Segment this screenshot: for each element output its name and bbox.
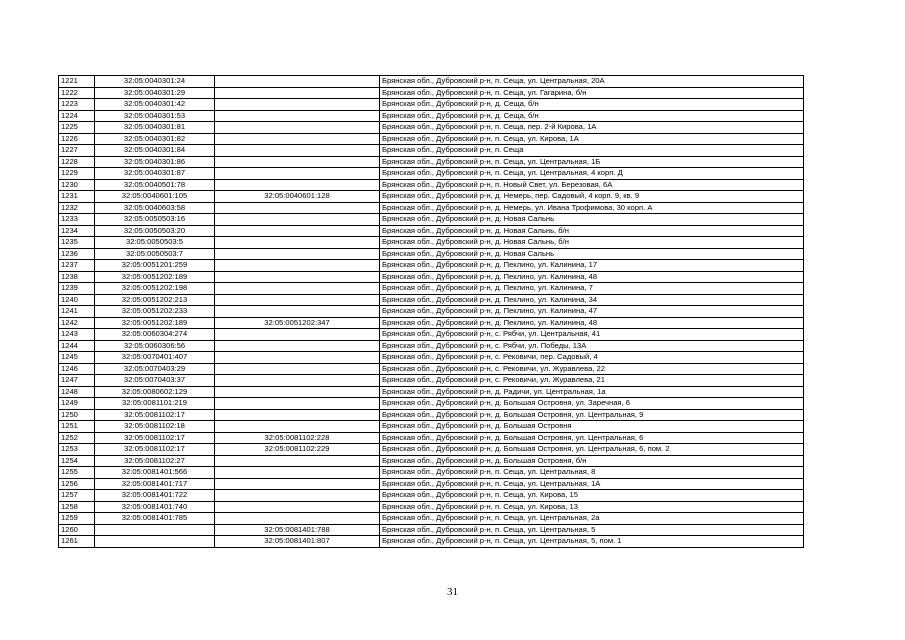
table-row (59, 467, 804, 479)
table-row (59, 76, 804, 88)
table-row (59, 110, 804, 122)
cadastral-number-cell: 32:05:0051202:189 (95, 271, 215, 283)
address-cell: Брянская обл., Дубровский р-н, п. Новый Свет, ул. Березовая, 6А (380, 179, 804, 191)
related-cadastral-number-cell (215, 306, 380, 318)
related-cadastral-number-cell (215, 87, 380, 99)
related-cadastral-number-cell (215, 501, 380, 513)
table-row (59, 122, 804, 134)
related-cadastral-number-cell: 32:05:0081401:788 (215, 524, 380, 536)
table-row (59, 248, 804, 260)
address-cell: Брянская обл., Дубровский р-н, п. Сеща, ул. Кирова, 15 (380, 490, 804, 502)
row-number-cell: 1243 (59, 329, 95, 341)
address-cell: Брянская обл., Дубровский р-н, д. Большая Островня, ул. Центральная, 6 (380, 432, 804, 444)
table-row (59, 87, 804, 99)
table-row (59, 398, 804, 410)
related-cadastral-number-cell (215, 237, 380, 249)
row-number-cell: 1251 (59, 421, 95, 433)
cadastral-number-cell: 32:05:0081401:740 (95, 501, 215, 513)
page-number: 31 (447, 586, 458, 598)
cadastral-number-cell: 32:05:0070403:29 (95, 363, 215, 375)
address-cell: Брянская обл., Дубровский р-н, д. Большая Островня, б/н (380, 455, 804, 467)
address-cell: Брянская обл., Дубровский р-н, д. Немерь, ул. Ивана Трофимова, 30 корп. А (380, 202, 804, 214)
row-number-cell: 1242 (59, 317, 95, 329)
table-row (59, 225, 804, 237)
related-cadastral-number-cell (215, 271, 380, 283)
cadastral-number-cell: 32:05:0081102:17 (95, 444, 215, 456)
address-cell: Брянская обл., Дубровский р-н, д. Сеща, б/н (380, 99, 804, 111)
cadastral-number-cell: 32:05:0070401:407 (95, 352, 215, 364)
row-number-cell: 1228 (59, 156, 95, 168)
related-cadastral-number-cell (215, 386, 380, 398)
table-row (59, 271, 804, 283)
row-number-cell: 1261 (59, 536, 95, 548)
row-number-cell: 1250 (59, 409, 95, 421)
table-row (59, 375, 804, 387)
address-cell: Брянская обл., Дубровский р-н, п. Сеща, ул. Центральная, 5, пом. 1 (380, 536, 804, 548)
row-number-cell: 1236 (59, 248, 95, 260)
address-cell: Брянская обл., Дубровский р-н, д. Пеклино, ул. Калинина, 17 (380, 260, 804, 272)
address-cell: Брянская обл., Дубровский р-н, п. Сеща, ул. Центральная, 1Б (380, 156, 804, 168)
cadastral-number-cell: 32:05:0040301:81 (95, 122, 215, 134)
related-cadastral-number-cell (215, 513, 380, 525)
table-row (59, 283, 804, 295)
address-cell: Брянская обл., Дубровский р-н, д. Новая Сальнь, б/н (380, 237, 804, 249)
row-number-cell: 1230 (59, 179, 95, 191)
address-cell: Брянская обл., Дубровский р-н, п. Сеща, ул. Центральная, 4 корп. Д (380, 168, 804, 180)
related-cadastral-number-cell (215, 168, 380, 180)
table-row (59, 455, 804, 467)
cadastral-number-cell: 32:05:0040301:82 (95, 133, 215, 145)
related-cadastral-number-cell (215, 478, 380, 490)
related-cadastral-number-cell (215, 202, 380, 214)
cadastral-number-cell: 32:05:0040501:78 (95, 179, 215, 191)
table-row (59, 363, 804, 375)
address-cell: Брянская обл., Дубровский р-н, п. Сеща, ул. Центральная, 8 (380, 467, 804, 479)
table-row (59, 156, 804, 168)
cadastral-number-cell: 32:05:0040301:84 (95, 145, 215, 157)
table-row (59, 99, 804, 111)
address-cell: Брянская обл., Дубровский р-н, с. Рековичи, пер. Садовый, 4 (380, 352, 804, 364)
address-cell: Брянская обл., Дубровский р-н, с. Рековичи, ул. Журавлева, 22 (380, 363, 804, 375)
table-row (59, 513, 804, 525)
address-cell: Брянская обл., Дубровский р-н, п. Сеща, ул. Центральная, 20А (380, 76, 804, 88)
address-cell: Брянская обл., Дубровский р-н, п. Сеща (380, 145, 804, 157)
row-number-cell: 1245 (59, 352, 95, 364)
row-number-cell: 1233 (59, 214, 95, 226)
cadastral-number-cell: 32:05:0081102:17 (95, 432, 215, 444)
table-row (59, 478, 804, 490)
related-cadastral-number-cell (215, 133, 380, 145)
row-number-cell: 1221 (59, 76, 95, 88)
row-number-cell: 1222 (59, 87, 95, 99)
table-row (59, 306, 804, 318)
cadastral-number-cell (95, 524, 215, 536)
row-number-cell: 1244 (59, 340, 95, 352)
cadastral-number-cell: 32:05:0040601:105 (95, 191, 215, 203)
cadastral-number-cell (95, 536, 215, 548)
row-number-cell: 1234 (59, 225, 95, 237)
table-row (59, 386, 804, 398)
cadastral-number-cell: 32:05:0081102:17 (95, 409, 215, 421)
cadastral-number-cell: 32:05:0081102:18 (95, 421, 215, 433)
table-body (59, 76, 804, 548)
related-cadastral-number-cell (215, 260, 380, 272)
related-cadastral-number-cell (215, 375, 380, 387)
related-cadastral-number-cell (215, 409, 380, 421)
table-row (59, 168, 804, 180)
address-cell: Брянская обл., Дубровский р-н, п. Сеща, ул. Кирова, 13 (380, 501, 804, 513)
related-cadastral-number-cell (215, 179, 380, 191)
table-row (59, 421, 804, 433)
row-number-cell: 1254 (59, 455, 95, 467)
cadastral-number-cell: 32:05:0040301:86 (95, 156, 215, 168)
row-number-cell: 1238 (59, 271, 95, 283)
cadastral-number-cell: 32:05:0051202:213 (95, 294, 215, 306)
cadastral-number-cell: 32:05:0040603:58 (95, 202, 215, 214)
cadastral-number-cell: 32:05:0081401:722 (95, 490, 215, 502)
row-number-cell: 1225 (59, 122, 95, 134)
cadastral-number-cell: 32:05:0081101:219 (95, 398, 215, 410)
row-number-cell: 1252 (59, 432, 95, 444)
table-row (59, 444, 804, 456)
address-cell: Брянская обл., Дубровский р-н, д. Пеклино, ул. Калинина, 7 (380, 283, 804, 295)
cadastral-number-cell: 32:05:0050503:7 (95, 248, 215, 260)
table-row (59, 214, 804, 226)
table-row (59, 329, 804, 341)
related-cadastral-number-cell (215, 122, 380, 134)
cadastral-number-cell: 32:05:0040301:87 (95, 168, 215, 180)
cadastral-number-cell: 32:05:0040301:42 (95, 99, 215, 111)
cadastral-number-cell: 32:05:0051202:198 (95, 283, 215, 295)
cadastral-number-cell: 32:05:0060304:274 (95, 329, 215, 341)
cadastral-number-cell: 32:05:0040301:29 (95, 87, 215, 99)
table-row (59, 490, 804, 502)
table-row (59, 133, 804, 145)
cadastral-number-cell: 32:05:0080602:129 (95, 386, 215, 398)
related-cadastral-number-cell (215, 248, 380, 260)
row-number-cell: 1227 (59, 145, 95, 157)
related-cadastral-number-cell (215, 99, 380, 111)
row-number-cell: 1224 (59, 110, 95, 122)
address-cell: Брянская обл., Дубровский р-н, п. Сеща, ул. Гагарина, б/н (380, 87, 804, 99)
address-cell: Брянская обл., Дубровский р-н, д. Новая Сальнь (380, 214, 804, 226)
related-cadastral-number-cell: 32:05:0040601:128 (215, 191, 380, 203)
address-cell: Брянская обл., Дубровский р-н, д. Новая Сальнь, б/н (380, 225, 804, 237)
table-row (59, 294, 804, 306)
related-cadastral-number-cell (215, 398, 380, 410)
address-cell: Брянская обл., Дубровский р-н, д. Большая Островня, ул. Центральная, 9 (380, 409, 804, 421)
cadastral-number-cell: 32:05:0040301:53 (95, 110, 215, 122)
table-row (59, 260, 804, 272)
row-number-cell: 1239 (59, 283, 95, 295)
row-number-cell: 1229 (59, 168, 95, 180)
cadastral-number-cell: 32:05:0050503:20 (95, 225, 215, 237)
table-row (59, 237, 804, 249)
cadastral-number-cell: 32:05:0081401:785 (95, 513, 215, 525)
cadastral-number-cell: 32:05:0050503:5 (95, 237, 215, 249)
address-cell: Брянская обл., Дубровский р-н, д. Большая Островня (380, 421, 804, 433)
row-number-cell: 1232 (59, 202, 95, 214)
row-number-cell: 1247 (59, 375, 95, 387)
table-row (59, 409, 804, 421)
address-cell: Брянская обл., Дубровский р-н, п. Сеща, ул. Центральная, 5 (380, 524, 804, 536)
row-number-cell: 1223 (59, 99, 95, 111)
row-number-cell: 1257 (59, 490, 95, 502)
row-number-cell: 1241 (59, 306, 95, 318)
row-number-cell: 1260 (59, 524, 95, 536)
related-cadastral-number-cell: 32:05:0081401:807 (215, 536, 380, 548)
address-cell: Брянская обл., Дубровский р-н, д. Немерь, пер. Садовый, 4 корп. 9, кв. 9 (380, 191, 804, 203)
table-row (59, 191, 804, 203)
related-cadastral-number-cell (215, 490, 380, 502)
table-row (59, 179, 804, 191)
row-number-cell: 1237 (59, 260, 95, 272)
table-row (59, 145, 804, 157)
row-number-cell: 1246 (59, 363, 95, 375)
row-number-cell: 1256 (59, 478, 95, 490)
related-cadastral-number-cell (215, 294, 380, 306)
address-cell: Брянская обл., Дубровский р-н, п. Сеща, ул. Центральная, 1А (380, 478, 804, 490)
property-register-table (58, 75, 804, 548)
table-row (59, 352, 804, 364)
related-cadastral-number-cell (215, 110, 380, 122)
table-row (59, 202, 804, 214)
row-number-cell: 1249 (59, 398, 95, 410)
cadastral-number-cell: 32:05:0051202:189 (95, 317, 215, 329)
cadastral-number-cell: 32:05:0051202:233 (95, 306, 215, 318)
row-number-cell: 1235 (59, 237, 95, 249)
row-number-cell: 1231 (59, 191, 95, 203)
address-cell: Брянская обл., Дубровский р-н, д. Сеща, б/н (380, 110, 804, 122)
cadastral-number-cell: 32:05:0051201:259 (95, 260, 215, 272)
address-cell: Брянская обл., Дубровский р-н, д. Пеклино, ул. Калинина, 34 (380, 294, 804, 306)
address-cell: Брянская обл., Дубровский р-н, п. Сеща, пер. 2-й Кирова, 1А (380, 122, 804, 134)
address-cell: Брянская обл., Дубровский р-н, с. Рябчи, ул. Центральная, 41 (380, 329, 804, 341)
related-cadastral-number-cell (215, 225, 380, 237)
related-cadastral-number-cell (215, 145, 380, 157)
related-cadastral-number-cell (215, 283, 380, 295)
related-cadastral-number-cell (215, 76, 380, 88)
address-cell: Брянская обл., Дубровский р-н, д. Пеклино, ул. Калинина, 47 (380, 306, 804, 318)
row-number-cell: 1259 (59, 513, 95, 525)
related-cadastral-number-cell (215, 421, 380, 433)
row-number-cell: 1240 (59, 294, 95, 306)
table-row (59, 317, 804, 329)
row-number-cell: 1258 (59, 501, 95, 513)
row-number-cell: 1226 (59, 133, 95, 145)
address-cell: Брянская обл., Дубровский р-н, д. Новая Сальнь (380, 248, 804, 260)
cadastral-number-cell: 32:05:0060306:56 (95, 340, 215, 352)
table-row (59, 524, 804, 536)
row-number-cell: 1253 (59, 444, 95, 456)
row-number-cell: 1255 (59, 467, 95, 479)
address-cell: Брянская обл., Дубровский р-н, с. Рябчи, ул. Победы, 13А (380, 340, 804, 352)
related-cadastral-number-cell (215, 340, 380, 352)
table-row (59, 501, 804, 513)
related-cadastral-number-cell: 32:05:0051202:347 (215, 317, 380, 329)
related-cadastral-number-cell (215, 156, 380, 168)
related-cadastral-number-cell (215, 467, 380, 479)
cadastral-number-cell: 32:05:0081102:27 (95, 455, 215, 467)
address-cell: Брянская обл., Дубровский р-н, д. Большая Островня, ул. Центральная, 6, пом. 2 (380, 444, 804, 456)
address-cell: Брянская обл., Дубровский р-н, д. Пеклино, ул. Калинина, 48 (380, 317, 804, 329)
cadastral-number-cell: 32:05:0070403:37 (95, 375, 215, 387)
address-cell: Брянская обл., Дубровский р-н, д. Большая Островня, ул. Заречная, 6 (380, 398, 804, 410)
related-cadastral-number-cell (215, 214, 380, 226)
address-cell: Брянская обл., Дубровский р-н, д. Радичи, ул. Центральная, 1а (380, 386, 804, 398)
address-cell: Брянская обл., Дубровский р-н, с. Рековичи, ул. Журавлева, 21 (380, 375, 804, 387)
address-cell: Брянская обл., Дубровский р-н, п. Сеща, ул. Центральная, 2а (380, 513, 804, 525)
related-cadastral-number-cell (215, 455, 380, 467)
table-row (59, 432, 804, 444)
related-cadastral-number-cell: 32:05:0081102:228 (215, 432, 380, 444)
address-cell: Брянская обл., Дубровский р-н, д. Пеклино, ул. Калинина, 48 (380, 271, 804, 283)
related-cadastral-number-cell (215, 329, 380, 341)
table-row (59, 536, 804, 548)
address-cell: Брянская обл., Дубровский р-н, п. Сеща, ул. Кирова, 1А (380, 133, 804, 145)
related-cadastral-number-cell: 32:05:0081102:229 (215, 444, 380, 456)
table-row (59, 340, 804, 352)
row-number-cell: 1248 (59, 386, 95, 398)
related-cadastral-number-cell (215, 363, 380, 375)
cadastral-number-cell: 32:05:0081401:566 (95, 467, 215, 479)
related-cadastral-number-cell (215, 352, 380, 364)
cadastral-number-cell: 32:05:0040301:24 (95, 76, 215, 88)
cadastral-number-cell: 32:05:0081401:717 (95, 478, 215, 490)
cadastral-number-cell: 32:05:0050503:16 (95, 214, 215, 226)
